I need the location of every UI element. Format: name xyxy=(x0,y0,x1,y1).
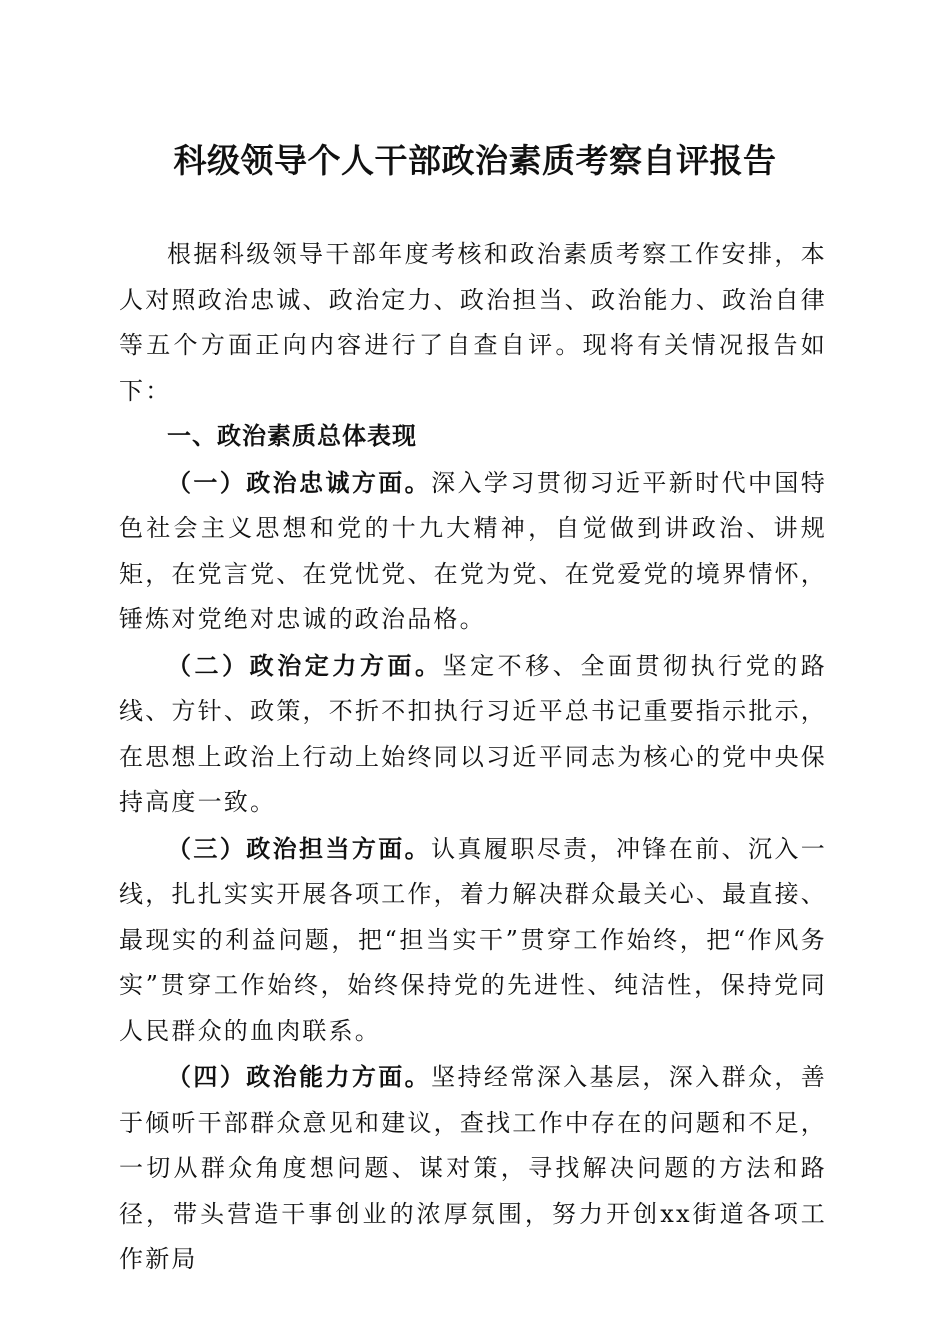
item-paragraph-2 xyxy=(119,643,827,826)
item-lead-4: （四）政治能力方面。 xyxy=(167,1062,432,1091)
document-body xyxy=(119,232,827,1283)
item-text-3: 认真履职尽责，冲锋在前、沉入一线，扎扎实实开展各项工作，着力解决群众最关心、最直接、最现实的利益问题，把“担当实干”贯穿工作始终，把“作风务实”贯穿工作始终，始终保持党的先进性、纯洁性，保持党同人民群众的血肉联系。 xyxy=(119,834,828,1045)
item-text-2: 坚定不移、全面贯彻执行党的路线、方针、政策，不折不扣执行习近平总书记重要指示批示，在思想上政治上行动上始终同以习近平同志为核心的党中央保持高度一致。 xyxy=(119,651,827,816)
item-paragraph-1 xyxy=(119,460,827,643)
intro-paragraph: 根据科级领导干部年度考核和政治素质考察工作安排，本人对照政治忠诚、政治定力、政治担当、政治能力、政治自律等五个方面正向内容进行了自查自评。现将有关情况报告如下： xyxy=(119,240,827,405)
item-lead-3: （三）政治担当方面。 xyxy=(167,833,432,863)
document-title: 科级领导个人干部政治素质考察自评报告 xyxy=(173,141,777,180)
item-paragraph-4 xyxy=(119,1054,827,1283)
item-lead-2: （二）政治定力方面。 xyxy=(167,650,443,680)
item-paragraph-3 xyxy=(119,826,827,1055)
item-text-1: 深入学习贯彻习近平新时代中国特色社会主义思想和党的十九大精神，自觉做到讲政治、讲规矩，在党言党、在党忧党、在党为党、在党爱党的境界情怀，锤炼对党绝对忠诚的政治品格。 xyxy=(119,468,828,633)
item-text-4: 坚持经常深入基层，深入群众，善于倾听干部群众意见和建议，查找工作中存在的问题和不足，一切从群众角度想问题、谋对策，寻找解决问题的方法和路径，带头营造干事创业的浓厚氛围，努力开创xx街道各项工作新局 xyxy=(119,1063,828,1273)
item-lead-1: （一）政治忠诚方面。 xyxy=(167,467,432,497)
section-heading: 一、政治素质总体表现 xyxy=(167,422,417,450)
